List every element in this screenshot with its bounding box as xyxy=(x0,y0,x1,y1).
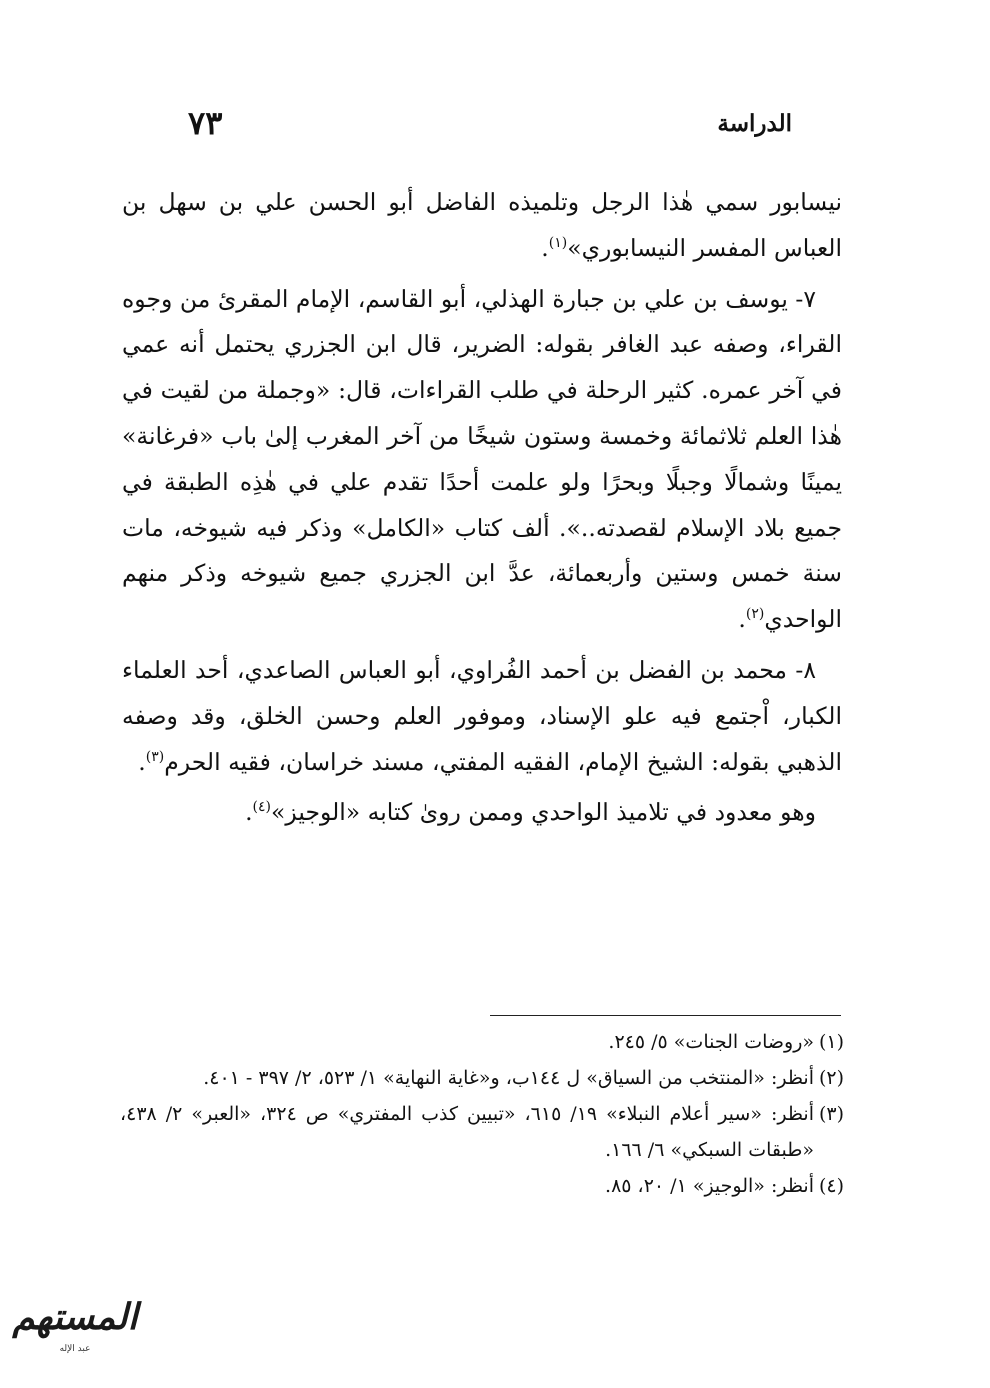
paragraph: وهو معدود في تلاميذ الواحدي وممن روىٰ كتابه «الوجيز»$^{(٤)}$. xyxy=(245,798,816,827)
footnote xyxy=(120,1168,844,1204)
logo-subtext: عبد الإله xyxy=(59,1344,91,1354)
footnote xyxy=(120,1024,844,1060)
footnote-ref: (٣) xyxy=(145,748,165,765)
page-header xyxy=(120,104,792,148)
footnote-number: (٢) xyxy=(818,1067,844,1089)
paragraph: ٨- محمد بن الفضل بن أحمد الفُراوي، أبو العباس الصاعدي، أحد العلماء الكبار، اْجتمع فيه علو الإسناد، وموفور العلم وحسن الخلق، وقد وصفه الذهبي بقوله: الشيخ الإمام، الفقيه المفتي، مسند خراسان، فقيه الحرم$^{(٣)}$. xyxy=(122,655,842,776)
footnote xyxy=(120,1060,844,1096)
footnotes xyxy=(120,1024,844,1204)
footnote-text: أنظر: «الوجيز» ١/ ٢٠، ٨٥. xyxy=(605,1175,814,1197)
footnote-text: أنظر: «سير أعلام النبلاء» ١٩/ ٦١٥، «تبيين كذب المفتري» ص ٣٢٤، «العبر» ٢/ ٤٣٨، «طبقات السبكي» ٦/ ١٦٦. xyxy=(120,1103,814,1161)
footnote-text: «روضات الجنات» ٥/ ٢٤٥. xyxy=(608,1031,814,1053)
footnote-number: (٤) xyxy=(818,1175,844,1197)
footnote-ref: (٤) xyxy=(252,799,272,816)
footnote-ref: (٢) xyxy=(745,606,765,623)
footnote-ref: (١) xyxy=(548,234,568,251)
footnote-text: أنظر: «المنتخب من السياق» ل ١٤٤ب، و«غاية النهاية» ١/ ٥٢٣، ٢/ ٣٩٧ - ٤٠١. xyxy=(203,1067,814,1089)
footnote-number: (٣) xyxy=(818,1103,844,1125)
footnote-divider xyxy=(490,1015,841,1016)
running-title: الدراسة xyxy=(717,110,792,137)
paragraph: ٧- يوسف بن علي بن جبارة الهذلي، أبو القاسم، الإمام المقرئ من وجوه القراء، وصفه عبد الغافر بقوله: الضرير، قال ابن الجزري يحتمل أنه عمي في آخر عمره. كثير الرحلة في طلب القراءات، قال: «وجملة من لقيت في هٰذا العلم ثلاثمائة وخمسة وستون شيخًا من آخر المغرب إلىٰ باب «فرغانة» يمينًا وشمالًا وجبلًا وبحرًا ولو علمت أحدًا تقدم علي في هٰذِه الطبقة في جميع بلاد الإسلام لقصدته..». ألف كتاب «الكامل» وذكر فيه شيوخه، مات سنة خمس وستين وأربعمائة، عدَّ ابن الجزري جميع شيوخه وذكر منهم الواحدي$^{(٢)}$. xyxy=(122,284,842,634)
paragraph: نيسابور سمي هٰذا الرجل وتلميذه الفاضل أبو الحسن علي بن سهل بن العباس المفسر النيسابوري»$^{(١)}$. xyxy=(122,188,842,262)
logo-calligraphy: المستهم xyxy=(12,1296,138,1338)
footnote-number: (١) xyxy=(818,1031,844,1053)
main-text xyxy=(122,180,842,836)
publisher-logo xyxy=(4,1282,144,1372)
footnote xyxy=(120,1096,844,1168)
page-number: ٧٣ xyxy=(188,104,223,142)
